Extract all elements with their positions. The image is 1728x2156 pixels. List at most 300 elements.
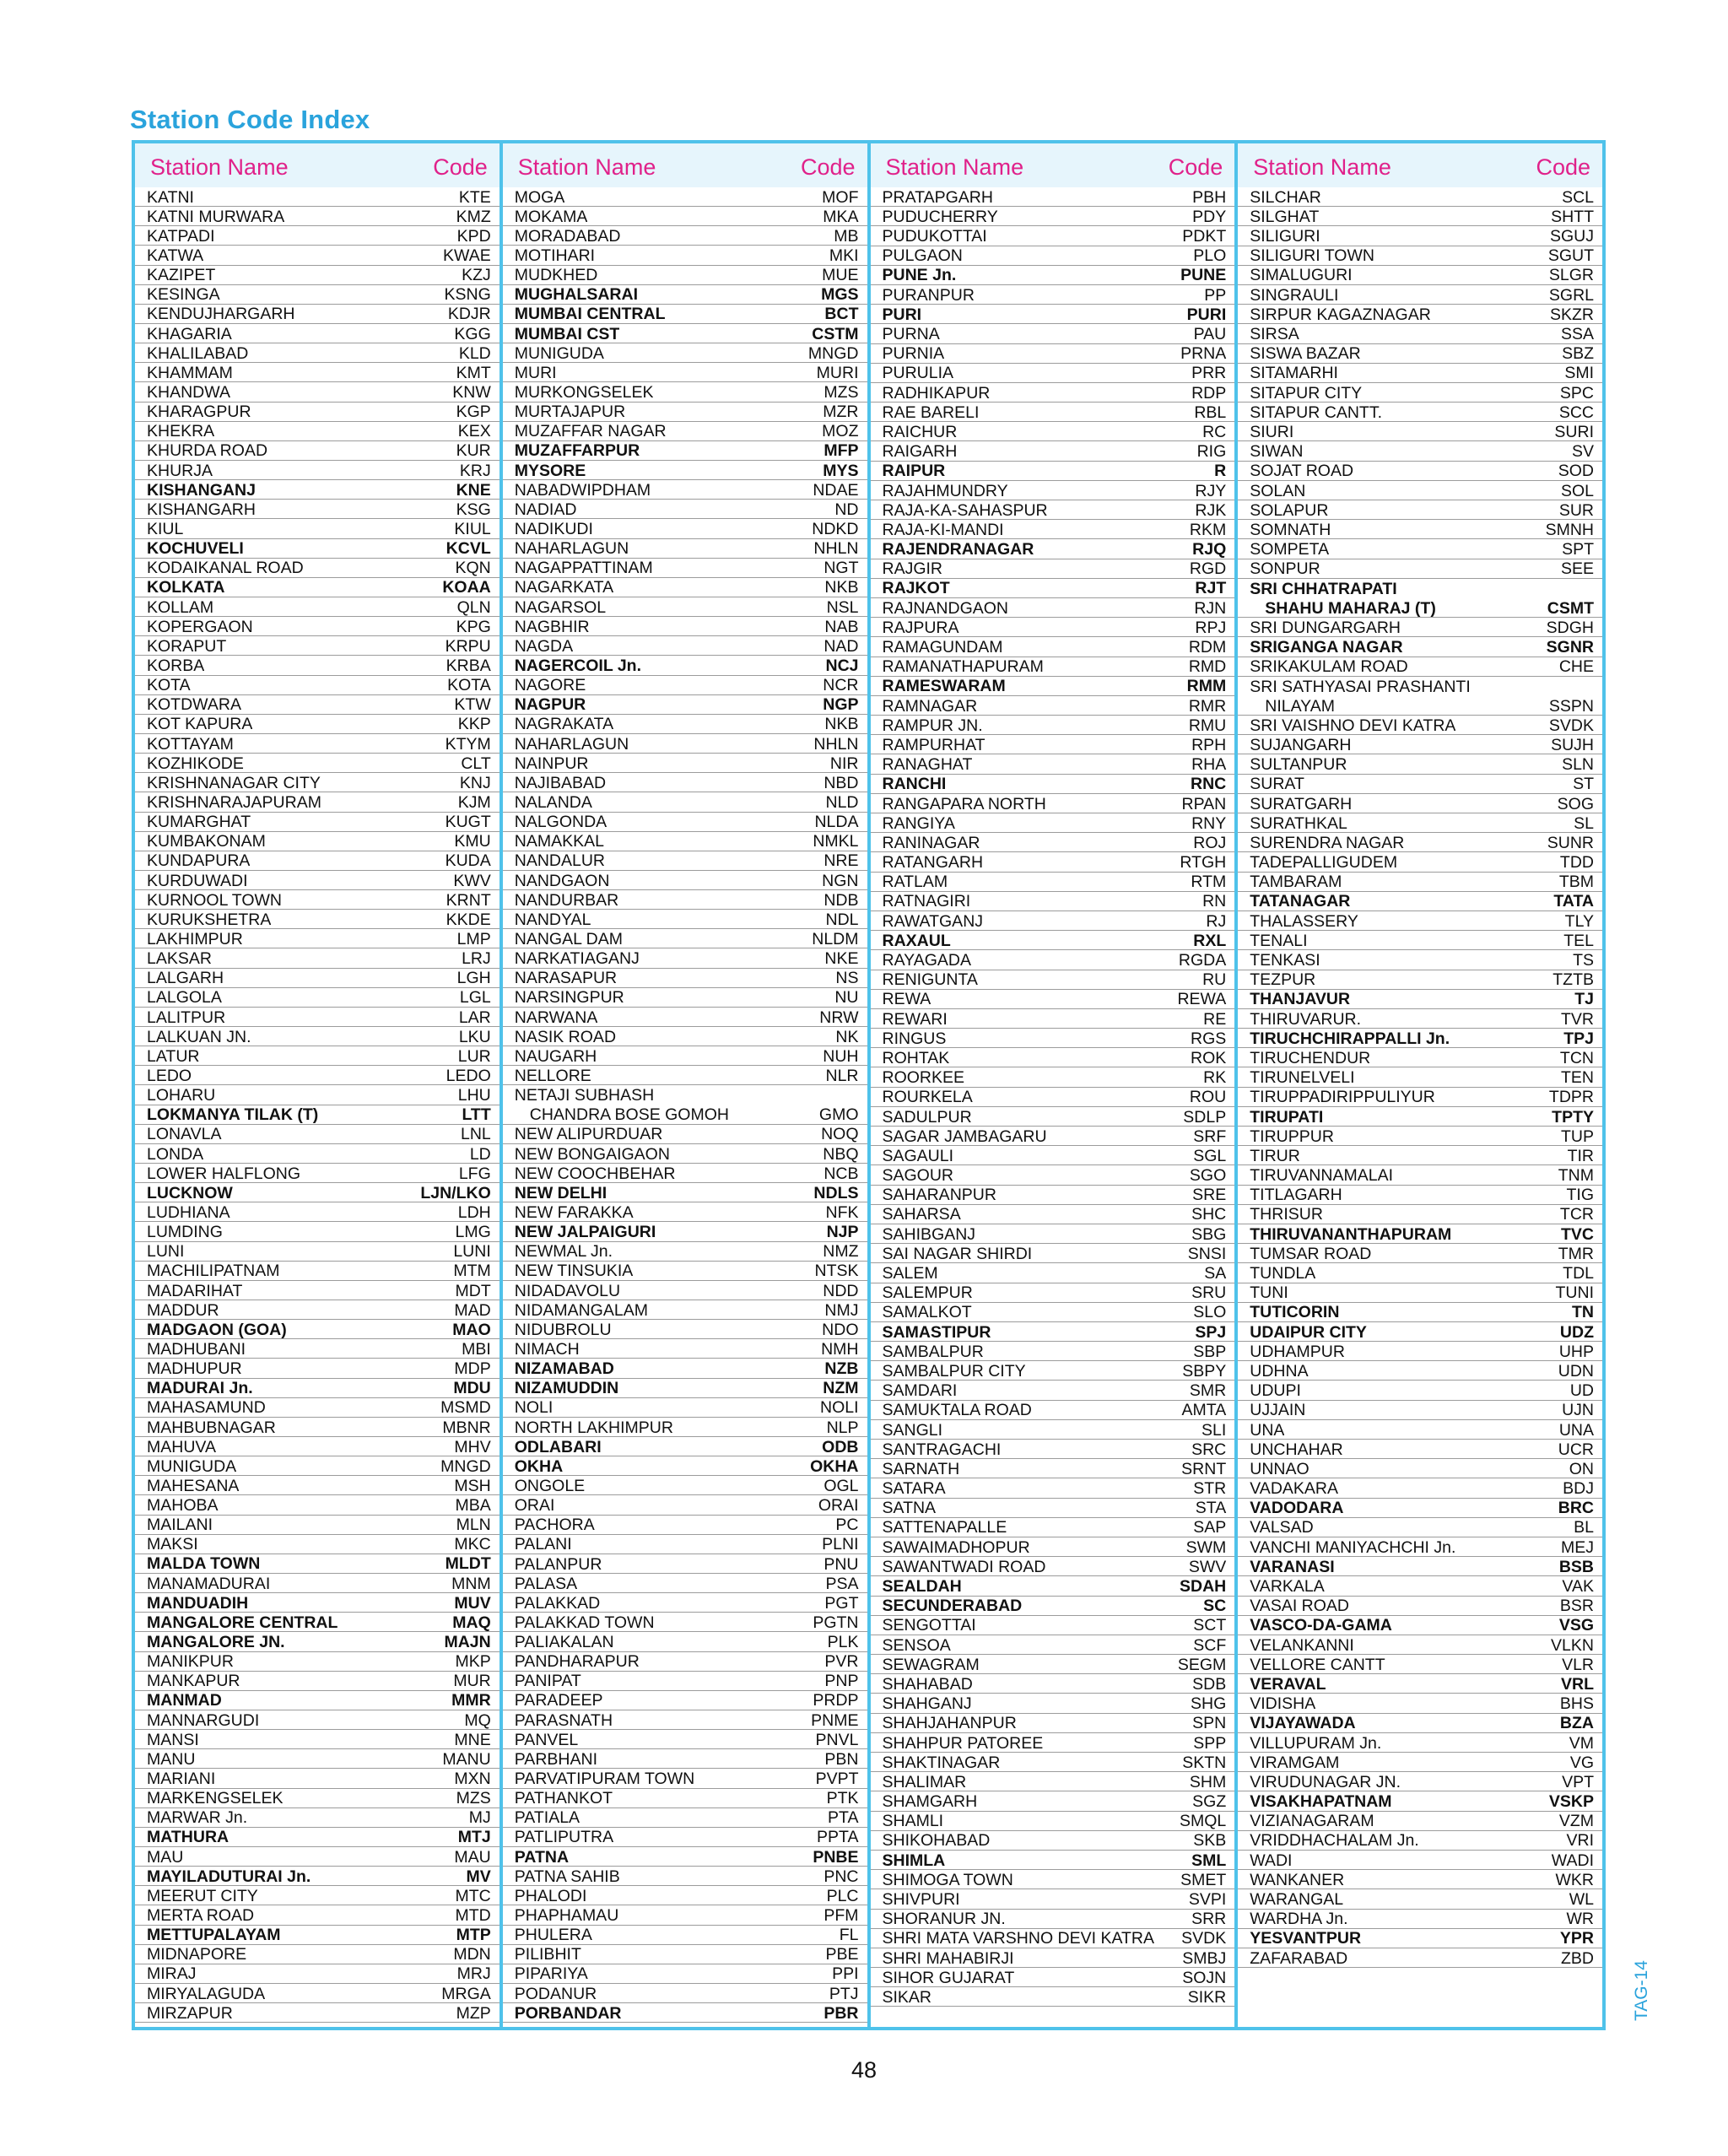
table-row	[135, 890, 500, 910]
station-code: NOLI	[819, 1398, 859, 1418]
table-row	[135, 1105, 500, 1125]
station-name: KUMARGHAT	[147, 814, 251, 831]
station-code: MUR	[453, 1672, 491, 1691]
station-name: RATNAGIRI	[882, 894, 971, 910]
station-code: KRJ	[459, 461, 491, 480]
table-row	[503, 773, 867, 792]
station-code: NLD	[825, 793, 859, 812]
station-code: KQN	[455, 559, 491, 578]
table-row	[1238, 1459, 1602, 1478]
station-code: MAO	[452, 1320, 491, 1339]
table-row	[503, 207, 867, 226]
table-row	[135, 988, 500, 1008]
table-row	[1238, 637, 1602, 657]
station-code: PLC	[826, 1886, 859, 1905]
station-code: GMO	[818, 1105, 859, 1125]
table-row	[503, 578, 867, 597]
table-row	[1238, 1635, 1602, 1655]
station-code: MTP	[456, 1926, 491, 1945]
station-code: UD	[1569, 1381, 1594, 1401]
table-row	[871, 1870, 1235, 1889]
station-code: LDH	[457, 1202, 491, 1222]
station-name: NEW JALPAIGURI	[514, 1224, 656, 1241]
station-name: RANINAGAR	[882, 835, 980, 852]
station-name: PACHORA	[514, 1517, 595, 1534]
station-name-header: Station Name	[1253, 154, 1391, 180]
table-row	[1238, 520, 1602, 539]
station-code: RXL	[1193, 931, 1227, 950]
station-code: RPJ	[1195, 618, 1227, 637]
station-code: RJN	[1194, 598, 1227, 618]
station-name: MANSI	[147, 1732, 199, 1749]
station-name: KATWA	[147, 248, 204, 265]
table-row	[503, 305, 867, 324]
column-header	[135, 143, 500, 187]
station-code: MTC	[455, 1886, 491, 1905]
station-name: MAHBUBNAGAR	[147, 1419, 276, 1436]
table-row	[871, 1088, 1235, 1107]
station-code: SIKR	[1187, 1987, 1227, 2007]
table-row	[1238, 364, 1602, 383]
station-name: MADHUBANI	[147, 1341, 246, 1359]
station-code: SLGR	[1548, 266, 1594, 285]
station-name: PARVATIPURAM TOWN	[514, 1771, 695, 1788]
station-code: SC	[1203, 1597, 1227, 1616]
code-header: Code	[1536, 154, 1590, 180]
station-code: SPJ	[1195, 1322, 1227, 1342]
station-code: WL	[1569, 1890, 1594, 1910]
station-name: MIRYALAGUDA	[147, 1986, 266, 2003]
station-name: RAJA-KA-SAHASPUR	[882, 502, 1048, 520]
index-column	[871, 143, 1239, 2027]
table-row	[503, 1867, 867, 1886]
station-code: NDB	[824, 890, 859, 910]
table-row	[503, 1730, 867, 1749]
station-code: MZS	[456, 1789, 491, 1808]
table-row	[871, 735, 1235, 754]
station-name: LUNI	[147, 1244, 185, 1261]
table-row	[871, 754, 1235, 774]
station-name: RAJKOT	[882, 581, 950, 597]
station-code: SSA	[1560, 325, 1594, 343]
station-name: RANGIYA	[882, 815, 955, 833]
table-row	[135, 851, 500, 871]
station-code: TVR	[1561, 1009, 1594, 1029]
table-row	[135, 1202, 500, 1222]
station-name: PURULIA	[882, 365, 954, 382]
station-name: SATNA	[882, 1500, 937, 1517]
table-row	[871, 1655, 1235, 1674]
station-name: TIRUPPUR	[1250, 1128, 1334, 1146]
table-row	[503, 1984, 867, 2003]
station-name-line-2	[515, 1105, 859, 1124]
table-row	[503, 695, 867, 715]
station-code: MNGD	[440, 1456, 491, 1476]
station-name: TIRUNELVELI	[1250, 1070, 1355, 1087]
table-row	[503, 948, 867, 968]
station-name: MOGA	[514, 189, 565, 207]
station-code: KKDE	[446, 910, 491, 929]
station-code: UJN	[1562, 1401, 1594, 1420]
station-code: WADI	[1551, 1851, 1594, 1870]
station-name: MANIKPUR	[147, 1654, 234, 1671]
station-code: LUNI	[453, 1242, 491, 1262]
station-name: KURUKSHETRA	[147, 911, 272, 929]
station-code: MLN	[456, 1516, 491, 1535]
station-code: KWAE	[443, 246, 491, 266]
station-name: MANDUADIH	[147, 1595, 249, 1613]
station-code: KUDA	[445, 851, 491, 871]
station-name: SIKAR	[882, 1989, 932, 2007]
station-code: MBNR	[442, 1418, 491, 1437]
station-name: THANJAVUR	[1250, 992, 1351, 1008]
station-code: BHS	[1559, 1694, 1594, 1714]
station-name: VARANASI	[1250, 1559, 1335, 1576]
table-row	[871, 187, 1235, 207]
station-name: SHIKOHABAD	[882, 1833, 991, 1850]
table-row	[1238, 422, 1602, 441]
station-name: RAMPUR JN.	[882, 717, 983, 735]
station-code: NSL	[826, 597, 859, 617]
station-name: SIRPUR KAGAZNAGAR	[1250, 306, 1431, 324]
station-code: OGL	[824, 1476, 859, 1495]
table-row	[871, 813, 1235, 833]
table-row	[503, 1183, 867, 1202]
station-name: TAMBARAM	[1250, 874, 1342, 891]
station-code: LMG	[455, 1223, 491, 1242]
table-row	[1238, 1518, 1602, 1537]
station-name: KHEKRA	[147, 424, 215, 440]
table-row	[871, 441, 1235, 461]
table-row	[1238, 1655, 1602, 1674]
station-code: RK	[1203, 1068, 1227, 1088]
station-name: MUMBAI CENTRAL	[514, 306, 666, 323]
station-code: MDN	[453, 1945, 491, 1964]
station-name: PURANPUR	[882, 287, 975, 305]
table-row	[135, 500, 500, 519]
table-row	[871, 1107, 1235, 1127]
station-name: NELLORE	[514, 1067, 591, 1085]
station-code: PTJ	[829, 1984, 859, 2003]
station-code: ODB	[822, 1437, 859, 1456]
table-row	[1238, 1224, 1602, 1244]
table-row	[503, 559, 867, 578]
table-row	[503, 1808, 867, 1828]
station-name: SHAKTINAGAR	[882, 1754, 1001, 1772]
station-name: NAGORE	[514, 678, 586, 694]
table-row	[1238, 852, 1602, 872]
station-code: SURI	[1554, 422, 1594, 441]
station-code: SCF	[1193, 1635, 1227, 1655]
station-name: VIRAMGAM	[1250, 1754, 1340, 1772]
table-row	[503, 851, 867, 871]
table-row	[1238, 618, 1602, 637]
table-row	[871, 716, 1235, 735]
station-name: KUMBAKONAM	[147, 834, 266, 851]
table-row	[503, 597, 867, 617]
station-code: SGO	[1189, 1166, 1227, 1186]
station-name: SILGHAT	[1250, 208, 1320, 226]
table-row	[503, 1516, 867, 1535]
table-row	[135, 1495, 500, 1515]
station-code: MJ	[468, 1808, 491, 1828]
index-column	[503, 143, 871, 2027]
station-code: WR	[1566, 1910, 1594, 1929]
station-name: SRIGANGA NAGAR	[1250, 640, 1403, 657]
station-code: SMQL	[1179, 1812, 1227, 1831]
table-row	[135, 266, 500, 285]
station-name: SAMALKOT	[882, 1305, 972, 1321]
station-index-table	[132, 140, 1606, 2030]
table-row	[1238, 735, 1602, 754]
station-code: SHG	[1190, 1694, 1227, 1714]
table-row	[1238, 1557, 1602, 1576]
station-code: LTT	[462, 1105, 491, 1125]
station-name: REWARI	[882, 1011, 948, 1029]
station-code: PRNA	[1180, 344, 1227, 364]
station-code: NOQ	[821, 1125, 859, 1144]
station-name: NAJIBABAD	[514, 775, 607, 792]
station-code: SRE	[1192, 1186, 1227, 1205]
station-name: PARBHANI	[514, 1751, 597, 1769]
station-name: VASAI ROAD	[1250, 1598, 1350, 1615]
station-name: RAJGIR	[882, 561, 943, 578]
table-row	[871, 637, 1235, 657]
station-code: MOF	[822, 187, 859, 207]
table-row	[1238, 1067, 1602, 1087]
table-row	[871, 1597, 1235, 1616]
table-row	[503, 754, 867, 773]
table-row	[135, 1808, 500, 1828]
station-name: SAI NAGAR SHIRDI	[882, 1246, 1033, 1263]
table-row	[1238, 1674, 1602, 1694]
table-row	[871, 1029, 1235, 1048]
station-code: ND	[834, 500, 859, 519]
station-code: KNE	[456, 480, 491, 500]
table-row	[871, 950, 1235, 970]
station-code: MKP	[455, 1652, 491, 1672]
table-row	[135, 207, 500, 226]
station-name: NEWMAL Jn.	[514, 1244, 613, 1261]
table-row	[503, 1769, 867, 1788]
station-code: MAJN	[444, 1633, 491, 1652]
table-row	[503, 1085, 867, 1124]
table-row	[871, 246, 1235, 266]
station-code: MTJ	[457, 1828, 491, 1847]
station-code: TMR	[1558, 1244, 1594, 1263]
table-row	[135, 1886, 500, 1905]
station-name: SURAT	[1250, 776, 1304, 793]
station-code: SA	[1204, 1264, 1227, 1283]
station-code: RDP	[1191, 383, 1227, 403]
table-row	[871, 1342, 1235, 1361]
station-name: RANCHI	[882, 776, 947, 793]
table-row	[135, 343, 500, 363]
station-name: SHRI MAHABIRJI	[882, 1950, 1014, 1968]
station-name: NORTH LAKHIMPUR	[514, 1419, 673, 1437]
station-name: RAWATGANJ	[882, 913, 984, 931]
station-code: BRC	[1558, 1499, 1594, 1518]
station-name: RAJENDRANAGAR	[882, 542, 1034, 559]
station-code: SDB	[1192, 1674, 1227, 1694]
station-code: KPD	[456, 226, 491, 246]
station-code: KMU	[454, 832, 491, 851]
station-name: SURATHKAL	[1250, 815, 1347, 833]
table-row	[135, 929, 500, 948]
station-name: TATANAGAR	[1250, 894, 1351, 910]
station-code: MHV	[454, 1437, 491, 1456]
station-name: SURENDRA NAGAR	[1250, 835, 1405, 852]
station-code: VLR	[1562, 1655, 1594, 1674]
table-row	[871, 1968, 1235, 1987]
table-row	[871, 892, 1235, 911]
station-name: NEW ALIPURDUAR	[514, 1127, 663, 1143]
station-name: TENALI	[1250, 932, 1308, 950]
table-row	[1238, 794, 1602, 813]
station-name: NOLI	[514, 1400, 554, 1417]
table-row	[503, 676, 867, 695]
station-code: LNL	[460, 1125, 491, 1144]
station-code: MSH	[454, 1476, 491, 1495]
station-code: NDD	[823, 1281, 859, 1300]
table-row	[1238, 226, 1602, 246]
station-code: MRGA	[441, 1984, 491, 2003]
station-code: TPTY	[1552, 1107, 1594, 1127]
table-row	[503, 343, 867, 363]
station-name: OKHA	[514, 1458, 564, 1476]
station-code: NLR	[825, 1066, 859, 1085]
station-name: SITAPUR CITY	[1250, 385, 1363, 403]
station-code: KOTA	[447, 676, 491, 695]
station-code: NMJ	[824, 1300, 859, 1320]
station-name: RAMPURHAT	[882, 737, 986, 754]
station-name: PANVEL	[514, 1732, 579, 1749]
station-name-line-1: NETAJI SUBHASH	[514, 1086, 655, 1105]
table-row	[871, 1322, 1235, 1342]
table-row	[1238, 1616, 1602, 1635]
table-row	[871, 1791, 1235, 1811]
table-row	[871, 462, 1235, 481]
station-code: SCL	[1562, 187, 1594, 207]
station-code: NKE	[824, 949, 859, 969]
station-name: THRISUR	[1250, 1207, 1323, 1224]
table-row	[871, 344, 1235, 364]
table-row	[871, 1401, 1235, 1420]
station-name: MARWAR Jn.	[147, 1810, 248, 1827]
station-code: PP	[1204, 285, 1227, 305]
table-row	[135, 1085, 500, 1105]
table-row	[1238, 1576, 1602, 1596]
table-row	[1238, 1831, 1602, 1851]
station-code: VAK	[1562, 1577, 1594, 1597]
table-row	[871, 598, 1235, 618]
station-name: SHALIMAR	[882, 1774, 967, 1791]
table-row	[871, 1674, 1235, 1694]
table-row	[871, 911, 1235, 931]
table-row	[135, 363, 500, 382]
station-code: SUJH	[1551, 735, 1594, 754]
table-row	[135, 1789, 500, 1808]
station-name: KHAGARIA	[147, 326, 232, 343]
table-row	[871, 1889, 1235, 1909]
station-name: RAE BARELI	[882, 404, 980, 422]
table-row	[1238, 1029, 1602, 1048]
station-name: PATIALA	[514, 1810, 580, 1827]
station-code: SWV	[1188, 1557, 1227, 1576]
station-name: SHIMLA	[882, 1852, 946, 1870]
table-row	[503, 1945, 867, 1964]
station-code: MTM	[453, 1262, 491, 1281]
table-row	[503, 1008, 867, 1027]
station-name: SIRSA	[1250, 327, 1299, 343]
table-row	[135, 1183, 500, 1202]
station-code: MXN	[454, 1770, 491, 1789]
station-name: TIRUVANNAMALAI	[1250, 1168, 1393, 1185]
station-name: MURKONGSELEK	[514, 385, 654, 402]
station-code: SOJN	[1182, 1968, 1227, 1987]
station-code: SGUJ	[1549, 227, 1594, 246]
station-code: SWM	[1185, 1537, 1227, 1557]
table-row	[1238, 1440, 1602, 1459]
station-name: KHAMMAM	[147, 365, 233, 382]
station-name: PUNE Jn.	[882, 267, 957, 284]
station-name: PALASA	[514, 1575, 578, 1593]
station-code: LGL	[459, 988, 491, 1008]
station-code: LJN/LKO	[420, 1183, 491, 1202]
table-row	[871, 1537, 1235, 1557]
table-row	[1238, 1205, 1602, 1224]
station-code: SRC	[1191, 1440, 1227, 1459]
station-name: NEW FARAKKA	[514, 1204, 634, 1222]
station-name: RAJNANDGAON	[882, 600, 1009, 618]
table-row	[135, 1516, 500, 1535]
station-name: LUDHIANA	[147, 1204, 230, 1222]
station-name: SALEM	[882, 1266, 938, 1283]
station-code: PNBE	[813, 1847, 859, 1867]
station-name: RANAGHAT	[882, 757, 973, 774]
station-code: SBZ	[1562, 344, 1594, 364]
station-name: LEDO	[147, 1067, 192, 1085]
station-name: SAMASTIPUR	[882, 1324, 991, 1342]
table-row	[871, 1518, 1235, 1537]
station-name: MADHUPUR	[147, 1361, 242, 1378]
station-name: RAICHUR	[882, 424, 958, 441]
station-code: KCVL	[446, 539, 491, 559]
station-name: KAZIPET	[147, 267, 216, 284]
row-list	[503, 187, 867, 2023]
station-name: KATNI	[147, 189, 194, 207]
station-name: KIUL	[147, 521, 184, 538]
station-code: KUR	[456, 441, 491, 461]
table-row	[1238, 677, 1602, 716]
station-name: MADGAON (GOA)	[147, 1321, 287, 1339]
station-name: LALGARH	[147, 970, 224, 987]
station-name: PATLIPUTRA	[514, 1829, 614, 1846]
station-name: PARADEEP	[514, 1693, 603, 1710]
table-row	[871, 1851, 1235, 1870]
station-code: KRNT	[446, 890, 491, 910]
station-code: LGH	[456, 969, 491, 988]
station-name: SHAHGANJ	[882, 1696, 972, 1713]
table-row	[135, 1769, 500, 1788]
table-row	[135, 1008, 500, 1027]
station-code: LMP	[456, 929, 491, 948]
station-code: PNC	[824, 1867, 859, 1886]
station-name: SRI VAISHNO DEVI KATRA	[1250, 717, 1456, 735]
table-row	[135, 813, 500, 832]
table-row	[135, 754, 500, 773]
table-row	[503, 813, 867, 832]
